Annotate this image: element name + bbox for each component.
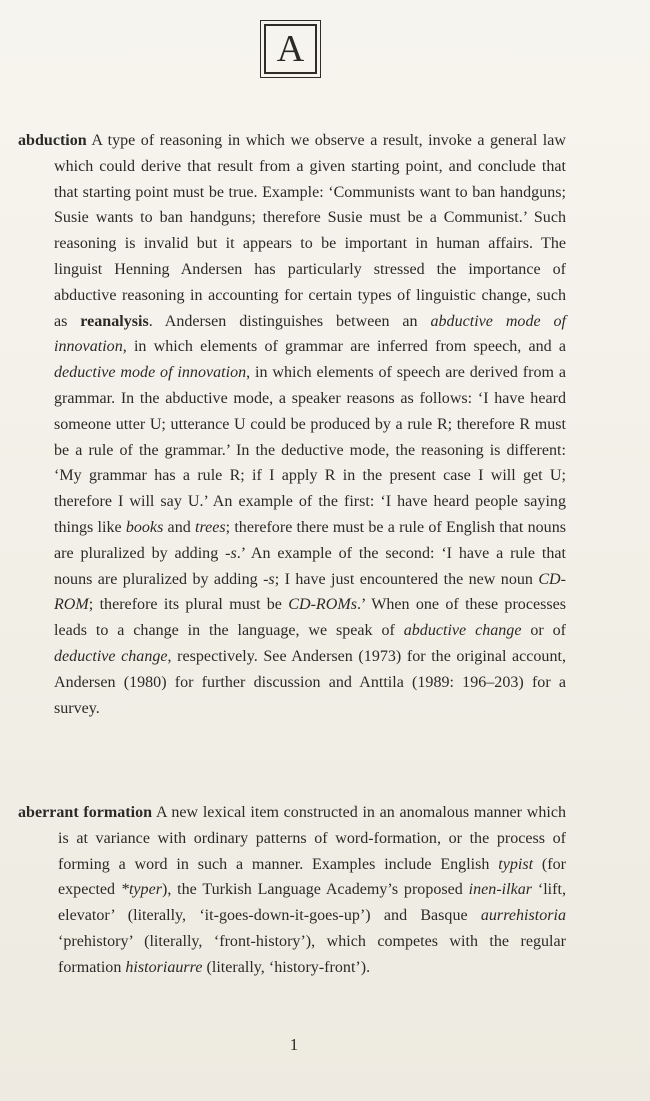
italic-example: CD-ROMs <box>288 596 357 614</box>
definition-text: ‘prehistory’ (literally, ‘front-history’), which competes with the regular formation <box>58 932 566 976</box>
definition-text: .’ An example of the second: ‘I have a rule that nouns are pluralized by adding <box>54 544 567 588</box>
definition-text: ; therefore its plural must be <box>88 596 289 614</box>
entry-aberrant-formation <box>18 800 566 981</box>
headword: aberrant formation <box>18 804 153 821</box>
italic-suffix: -s <box>225 544 237 562</box>
italic-term: deductive change <box>54 647 168 665</box>
definition-text: , respectively. See Andersen (1973) for the original account, Andersen (1980) for further discussion and Anttila (1989: 196–203) for a survey. <box>54 647 566 717</box>
definition-text: A type of reasoning in which we observe a result, invoke a general law which could derive that result from a given starting point, and conclude that that starting point must be true. Example: ‘Communists want to ban handguns; Susie wants to ban handguns; therefore Susie must be a Communist.’ Such reasoning is invalid but it appears to be important in human affairs. The linguist Henning Andersen has particularly stressed the importance of abductive reasoning in accounting for certain types of linguistic change, such as <box>54 132 566 330</box>
italic-example: *typer <box>120 881 162 899</box>
definition-text: .’ When one of these processes leads to a change in the language, we speak of <box>54 596 566 640</box>
entry-abduction <box>18 128 566 721</box>
definition-text: ; I have just encountered the new noun <box>274 570 539 588</box>
entry-paragraph <box>18 800 566 981</box>
italic-term: abductive mode of innovation <box>54 312 566 356</box>
definition-text: or of <box>521 622 566 640</box>
italic-term: abductive change <box>403 622 522 640</box>
definition-text: and <box>163 518 195 536</box>
definition-text: . Andersen distinguishes between an <box>148 312 431 330</box>
definition-text: ), the Turkish Language Academy’s proposed <box>161 881 469 899</box>
definition-text: , in which elements of grammar are inferred from speech, and a <box>122 338 566 356</box>
definition-text: A new lexical item constructed in an anomalous manner which is at variance with ordinary patterns of word-formation, or the process of forming a word in such a manner. Examples include English <box>58 804 566 873</box>
italic-term: deductive mode of innovation <box>54 364 247 382</box>
headword: abduction <box>18 132 87 149</box>
italic-example: inen-ilkar <box>468 881 533 899</box>
italic-example: aurrehistoria <box>480 907 566 925</box>
entry-paragraph <box>18 128 566 721</box>
definition-text: ‘lift, elevator’ (literally, ‘it-goes-down-it-goes-up’) and Basque <box>58 881 566 925</box>
definition-text: (literally, ‘history-front’). <box>202 958 371 976</box>
page-number: 1 <box>289 1035 299 1054</box>
section-letter: A <box>276 28 305 70</box>
cross-reference-term: reanalysis <box>80 312 149 330</box>
italic-example: historiaurre <box>125 958 203 976</box>
definition-text: ; therefore there must be a rule of English that nouns are pluralized by adding <box>54 518 566 562</box>
italic-example: books <box>125 518 164 536</box>
italic-example: typist <box>498 855 534 873</box>
italic-example: trees <box>194 518 226 536</box>
italic-suffix: -s <box>263 570 275 588</box>
definition-text: (for expected <box>58 855 566 899</box>
definition-text: , in which elements of speech are derived from a grammar. In the abductive mode, a speaker reasons as follows: ‘I have heard someone utter U; utterance U could be produced by a rule R; therefore R must be a rule of the grammar.’ In the deductive mode, the reasoning is different: ‘My grammar has a rule R; if I apply R in the present case I will get U; therefore I will say U.’ An example of the first: ‘I have heard people saying things like <box>54 364 566 536</box>
italic-example: CD-ROM <box>54 570 566 614</box>
